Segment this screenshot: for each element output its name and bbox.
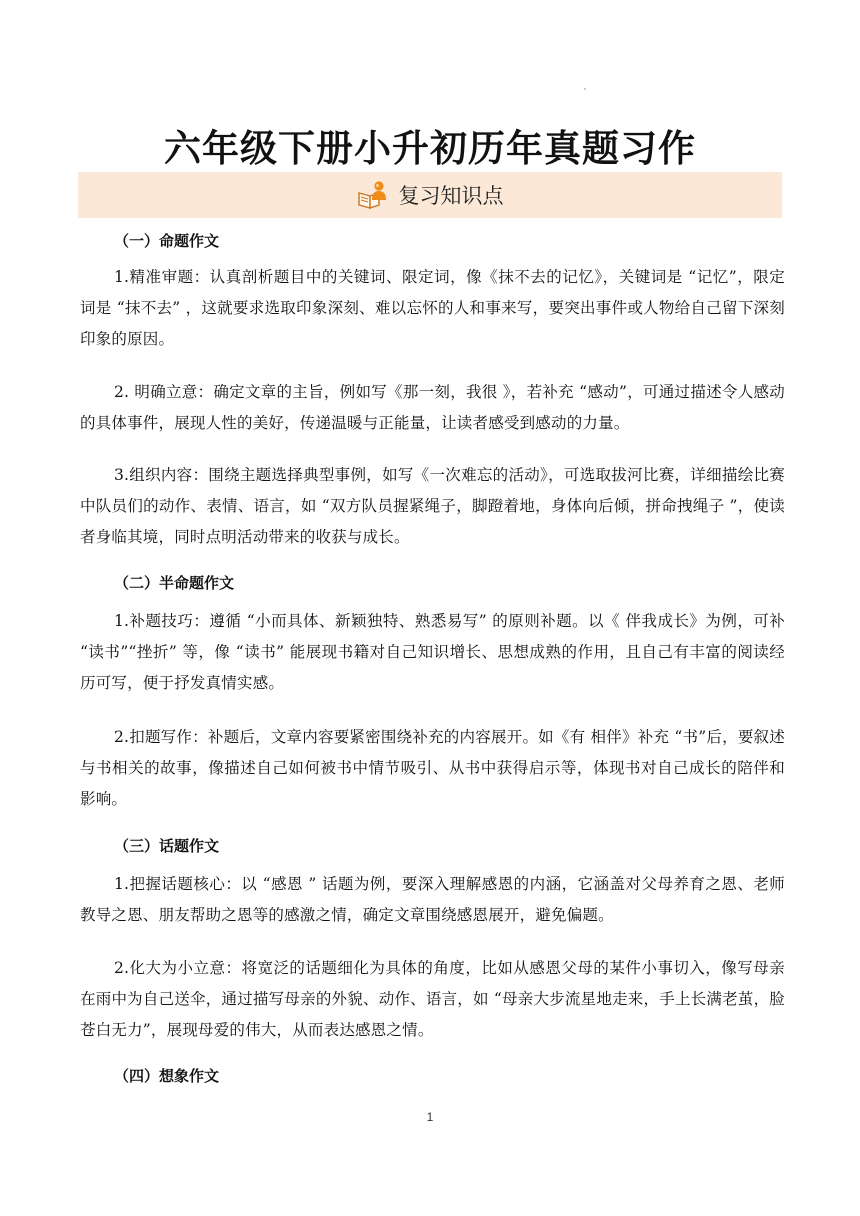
decorative-dot — [584, 88, 586, 90]
banner-label: 复习知识点 — [398, 184, 504, 208]
paragraph: 1.把握话题核心：以 “感恩 ” 话题为例，要深入理解感恩的内涵，它涵盖对父母养育之恩、老师教导之恩、朋友帮助之恩等的感激之情，确定文章围绕感恩展开，避免偏题。 — [80, 875, 785, 924]
section-banner — [78, 172, 782, 218]
section-heading-2: （二）半命题作文 — [114, 574, 235, 592]
reader-book-icon — [357, 180, 389, 210]
section-heading-4: （四）想象作文 — [114, 1067, 220, 1085]
section-heading-3: （三）话题作文 — [114, 837, 220, 855]
paragraph: 3.组织内容：围绕主题选择典型事例，如写《一次难忘的活动》，可选取拔河比赛，详细描绘比赛中队员们的动作、表情、语言，如 “双方队员握紧绳子，脚蹬着地，身体向后倾，拼命拽绳子 ”，使读者身临其境，同时点明活动带来的收获与成长。 — [80, 466, 785, 546]
paragraph: 2. 明确立意：确定文章的主旨，例如写《那一刻，我很 》，若补充 “感动”，可通过描述令人感动的具体事件，展现人性的美好，传递温暖与正能量，让读者感受到感动的力量。 — [80, 383, 785, 432]
paragraph: 1.精准审题：认真剖析题目中的关键词、限定词，像《抹不去的记忆》，关键词是 “记忆”，限定词是 “抹不去” ，这就要求选取印象深刻、难以忘怀的人和事来写，要突出事件或人物给自己留下深刻印象的原因。 — [80, 268, 785, 348]
paragraph: 1.补题技巧：遵循 “小而具体、新颖独特、熟悉易写” 的原则补题。以《 伴我成长》为例，可补 “读书”“挫折” 等，像 “读书” 能展现书籍对自己知识增长、思想成熟的作用，且自己有丰富的阅读经历可写，便于抒发真情实感。 — [80, 612, 785, 692]
paragraph: 2.化大为小立意：将宽泛的话题细化为具体的角度，比如从感恩父母的某件小事切入，像写母亲在雨中为自己送伞，通过描写母亲的外貌、动作、语言，如 “母亲大步流星地走来，手上长满老茧，脸苍白无力”，展现母爱的伟大，从而表达感恩之情。 — [80, 959, 785, 1039]
section-heading-1: （一）命题作文 — [114, 232, 220, 250]
paragraph: 2.扣题写作：补题后，文章内容要紧密围绕补充的内容展开。如《有 相伴》补充 “书”后，要叙述与书相关的故事，像描述自己如何被书中情节吸引、从书中获得启示等，体现书对自己成长的陪伴和影响。 — [80, 728, 785, 808]
page-number: 1 — [426, 1110, 434, 1124]
page-title: 六年级下册小升初历年真题习作 — [164, 127, 696, 170]
